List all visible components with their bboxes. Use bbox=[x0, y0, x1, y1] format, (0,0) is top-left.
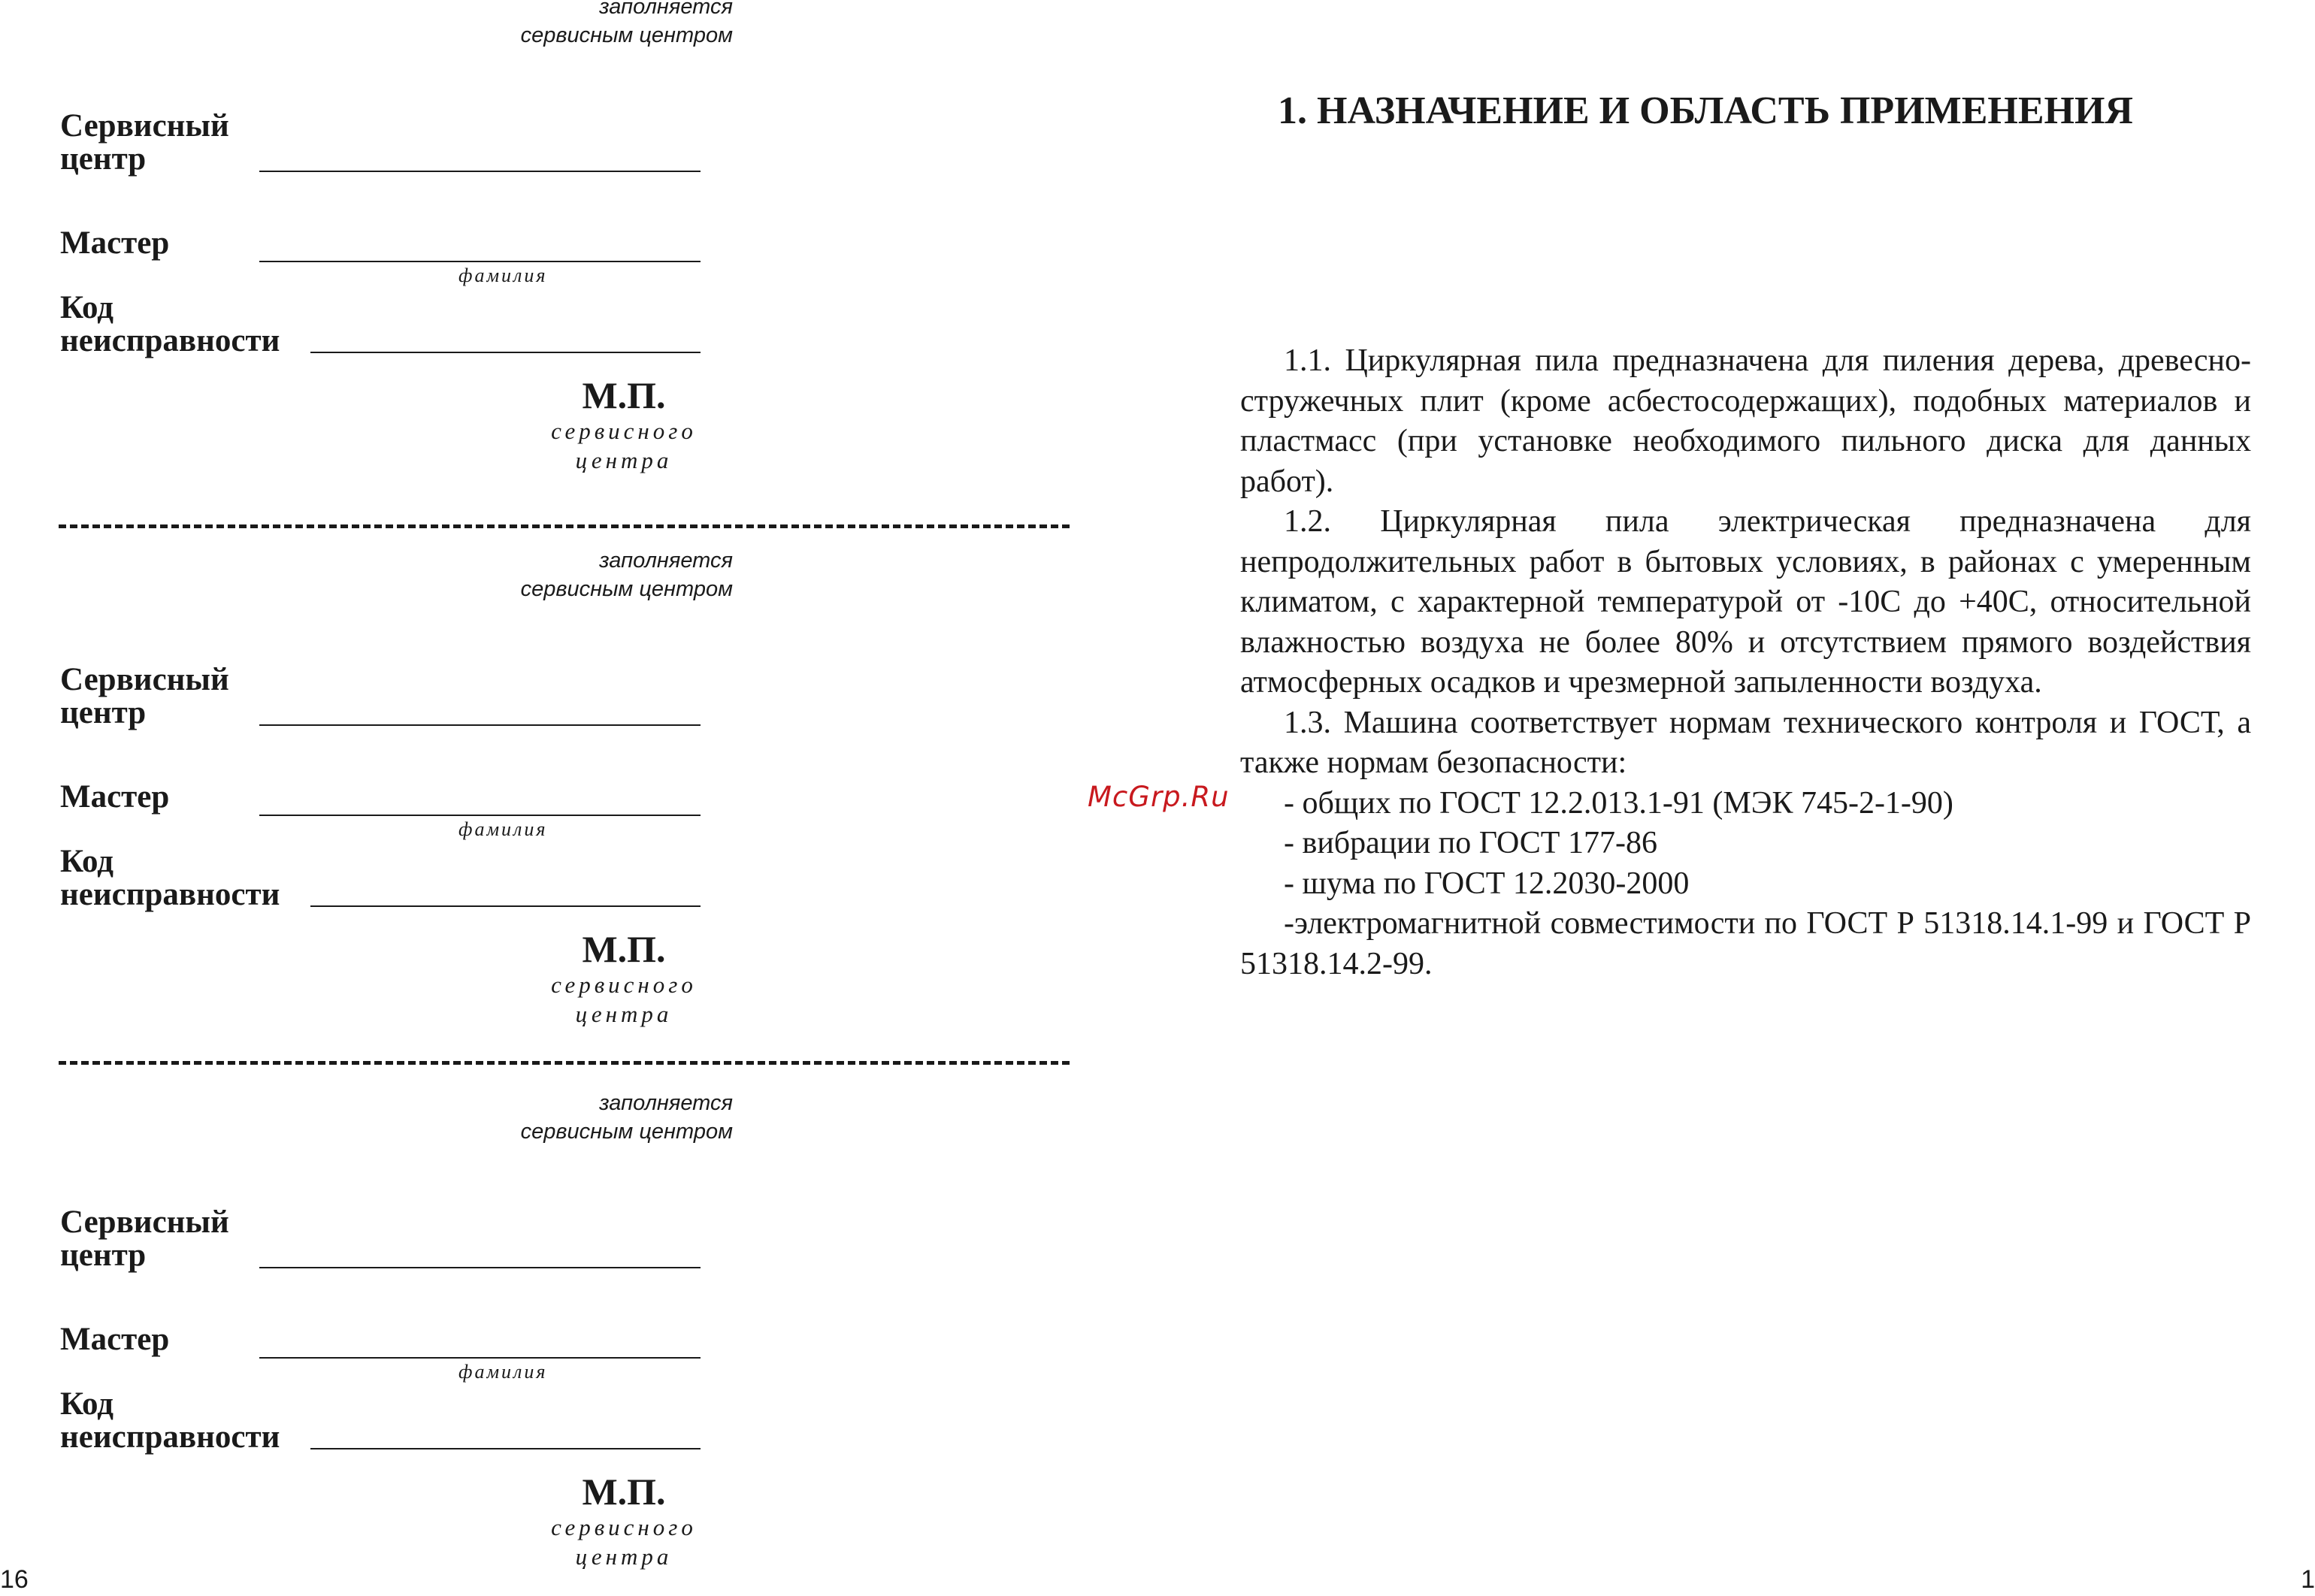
paragraph-1-2: 1.2. Циркулярная пила электрическая предназначена для непродолжительных работ в бытовых условиях, в районах с умеренным климатом, с характерной температурой от -10С до +40С, относительной влажностью воздуха не более 80% и отсутствием прямого воздействия атмосферных осадков и чрезмерной запыленности воздуха. bbox=[1240, 504, 2251, 700]
master-label: Мастер bbox=[60, 779, 170, 815]
filled-by-note: заполняется сервисным центром bbox=[520, 0, 733, 47]
list-item: - общих по ГОСТ 12.2.013.1-91 (МЭК 745-2-1-90) bbox=[1284, 785, 1953, 821]
surname-hint: фамилия bbox=[458, 818, 548, 840]
fault-code-label: Код неисправности bbox=[60, 844, 280, 912]
fault-code-field[interactable] bbox=[310, 905, 701, 907]
service-coupon-2 bbox=[0, 525, 1075, 1051]
left-page-number: 16 bbox=[0, 1565, 29, 1594]
filled-by-note: заполняется сервисным центром bbox=[520, 549, 733, 601]
master-label: Мастер bbox=[60, 1322, 170, 1357]
service-center-label: Сервисный центр bbox=[60, 108, 229, 177]
stamp-area: М.П. сервисного центра bbox=[551, 1471, 697, 1570]
master-field[interactable] bbox=[259, 1357, 701, 1359]
paragraph-1-1: 1.1. Циркулярная пила предназначена для пиления дерева, древесно-стружечных плит (кроме асбестосодержащих), подобных материалов и пластмасс (при установке необходимого пильного диска для данных работ). bbox=[1240, 343, 2251, 499]
section-body bbox=[1240, 341, 2251, 984]
right-page-number: 1 bbox=[2301, 1565, 2315, 1594]
master-label: Мастер bbox=[60, 225, 170, 261]
service-center-field[interactable] bbox=[259, 724, 701, 726]
cut-line-2 bbox=[59, 1061, 1070, 1065]
service-coupon-3 bbox=[0, 1068, 1075, 1594]
service-center-field[interactable] bbox=[259, 171, 701, 172]
master-field[interactable] bbox=[259, 261, 701, 262]
service-center-label: Сервисный центр bbox=[60, 662, 229, 730]
service-coupon-1 bbox=[0, 0, 1075, 497]
fault-code-label: Код неисправности bbox=[60, 1386, 280, 1455]
paragraph-1-3: 1.3. Машина соответствует нормам технического контроля и ГОСТ, а также нормам безопасности: bbox=[1240, 705, 2251, 780]
service-center-field[interactable] bbox=[259, 1267, 701, 1268]
list-item: - вибрации по ГОСТ 177-86 bbox=[1284, 826, 1657, 860]
section-heading: 1. НАЗНАЧЕНИЕ И ОБЛАСТЬ ПРИМЕНЕНИЯ bbox=[1278, 89, 2133, 132]
list-item: - шума по ГОСТ 12.2030-2000 bbox=[1284, 866, 1690, 901]
master-field[interactable] bbox=[259, 815, 701, 816]
watermark-text: McGrp.Ru bbox=[1088, 781, 1230, 813]
surname-hint: фамилия bbox=[458, 264, 548, 286]
surname-hint: фамилия bbox=[458, 1361, 548, 1383]
fault-code-field[interactable] bbox=[310, 1448, 701, 1449]
fault-code-label: Код неисправности bbox=[60, 290, 280, 358]
stamp-area: М.П. сервисного центра bbox=[551, 928, 697, 1027]
stamp-area: М.П. сервисного центра bbox=[551, 374, 697, 473]
fault-code-field[interactable] bbox=[310, 352, 701, 353]
list-item: -электромагнитной совместимости по ГОСТ Р 51318.14.1-99 и ГОСТ Р 51318.14.2-99. bbox=[1240, 906, 2251, 981]
service-center-label: Сервисный центр bbox=[60, 1205, 229, 1273]
filled-by-note: заполняется сервисным центром bbox=[520, 1091, 733, 1144]
